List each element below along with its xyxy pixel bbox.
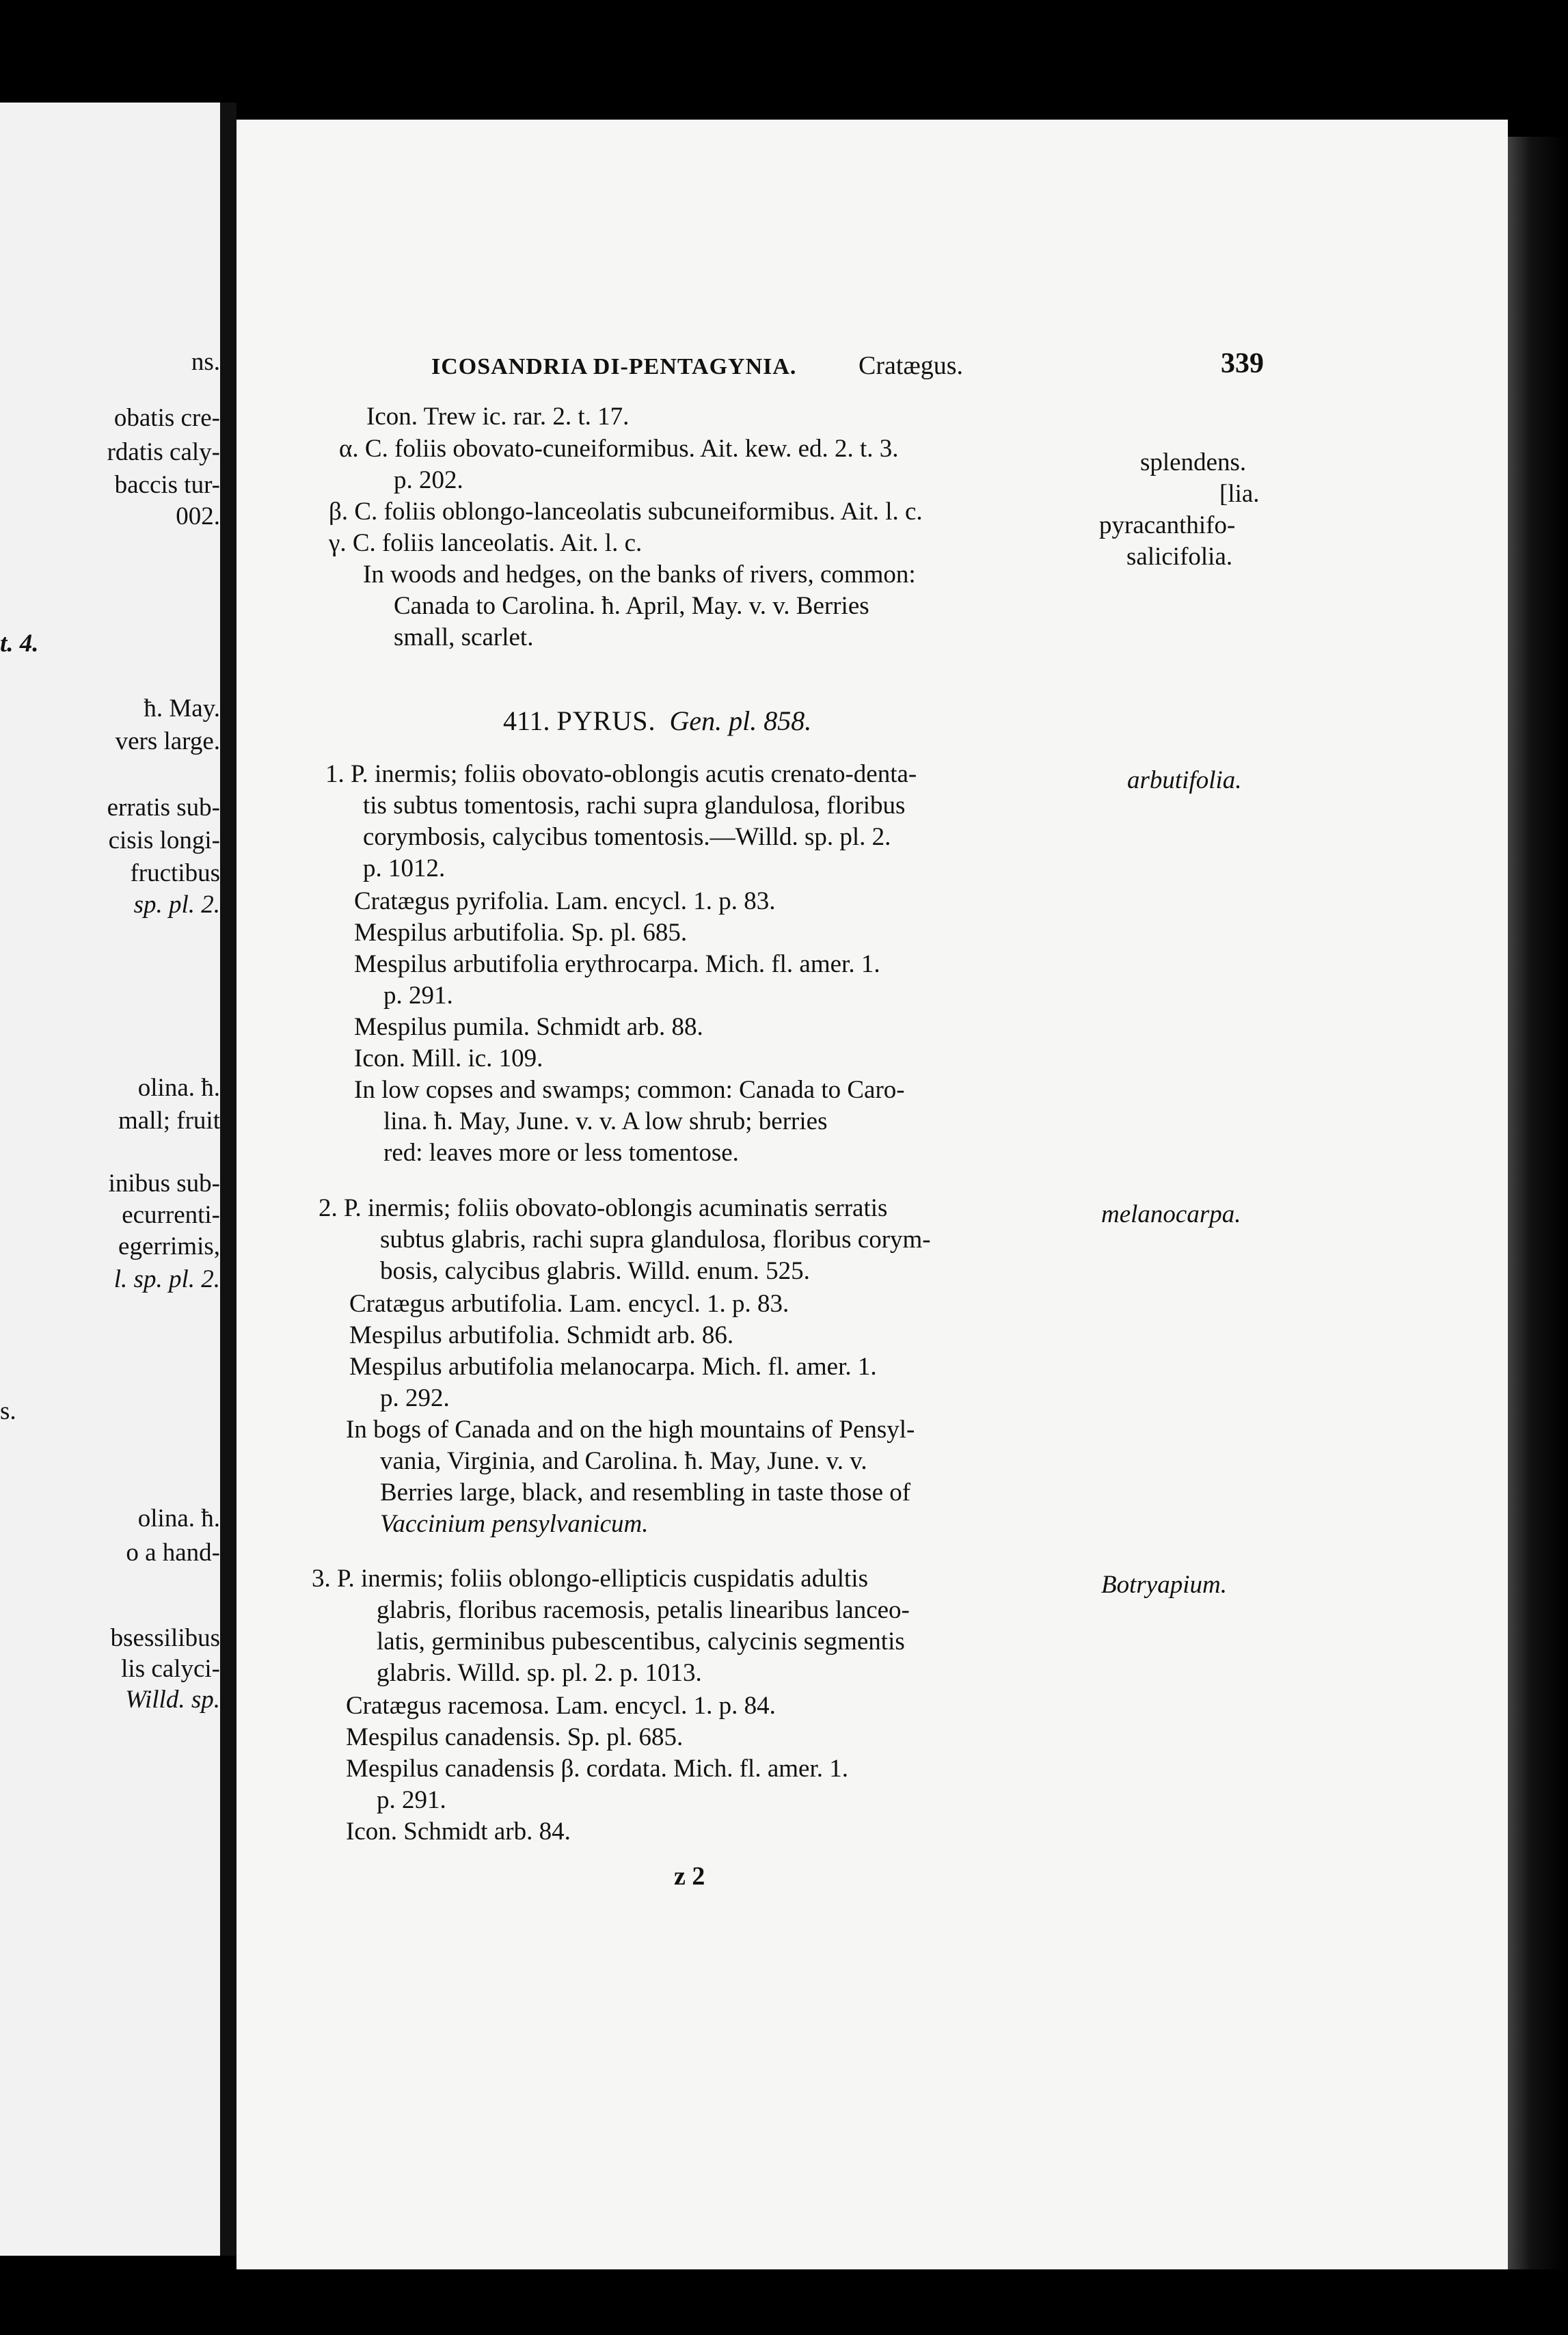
left-line: o a hand- xyxy=(126,1539,220,1567)
left-line: sp. pl. 2. xyxy=(133,891,220,919)
species-line: 2. P. inermis; foliis obovato-oblongis acuminatis serratis xyxy=(319,1194,888,1222)
variety-beta: β. C. foliis oblongo-lanceolatis subcuneiformibus. Ait. l. c. xyxy=(329,498,923,526)
genus-heading xyxy=(503,706,811,736)
margin-species-melanocarpa: melanocarpa. xyxy=(1101,1200,1241,1228)
species-line: subtus glabris, rachi supra glandulosa, floribus corym- xyxy=(380,1226,931,1254)
page-number: 339 xyxy=(1221,348,1264,379)
signature-mark: z 2 xyxy=(674,1862,705,1891)
genus-number: 411. xyxy=(503,705,550,736)
left-facing-page xyxy=(0,103,220,2256)
left-line: t. 4. xyxy=(0,630,39,658)
margin-species-botryapium: Botryapium. xyxy=(1101,1571,1227,1599)
left-line: 002. xyxy=(176,502,220,530)
synonym-line: p. 291. xyxy=(377,1786,446,1814)
left-line: inibus sub- xyxy=(108,1170,220,1198)
left-line: bsessilibus xyxy=(110,1624,220,1652)
icon-reference: Icon. Trew ic. rar. 2. t. 17. xyxy=(366,403,630,431)
variety-alpha-cont: p. 202. xyxy=(394,466,463,494)
left-line: rdatis caly- xyxy=(107,438,220,466)
left-line: ns. xyxy=(191,348,220,376)
left-line: mall; fruit xyxy=(118,1107,220,1135)
habitat-line: red: leaves more or less tomentose. xyxy=(383,1139,739,1167)
margin-pyracanthifolia: pyracanthifo- xyxy=(1099,511,1236,539)
left-line: s. xyxy=(0,1397,16,1425)
habitat-line: lina. ħ. May, June. v. v. A low shrub; berries xyxy=(383,1107,828,1135)
variety-gamma: γ. C. foliis lanceolatis. Ait. l. c. xyxy=(329,529,643,557)
species-line: corymbosis, calycibus tomentosis.—Willd. sp. pl. 2. xyxy=(363,823,891,851)
synonym-line: Mespilus canadensis. Sp. pl. 685. xyxy=(346,1723,684,1751)
habitat-line: Vaccinium pensylvanicum. xyxy=(380,1510,649,1538)
left-line: ecurrenti- xyxy=(122,1201,220,1229)
left-line: olina. ħ. xyxy=(137,1074,220,1102)
species-line: latis, germinibus pubescentibus, calycinis segmentis xyxy=(377,1628,905,1656)
species-line: glabris. Willd. sp. pl. 2. p. 1013. xyxy=(377,1659,702,1687)
synonym-line: Mespilus arbutifolia. Sp. pl. 685. xyxy=(354,919,688,947)
margin-salicifolia: salicifolia. xyxy=(1126,543,1233,571)
synonym-line: Mespilus arbutifolia. Schmidt arb. 86. xyxy=(349,1321,734,1349)
left-line: ħ. May. xyxy=(144,694,220,723)
margin-species-arbutifolia: arbutifolia. xyxy=(1127,766,1242,794)
species-line: tis subtus tomentosis, rachi supra glandulosa, floribus xyxy=(363,792,906,820)
icon-line: Icon. Schmidt arb. 84. xyxy=(346,1818,571,1846)
habitat-line: small, scarlet. xyxy=(394,623,534,651)
habitat-line: vania, Virginia, and Carolina. ħ. May, June. v. v. xyxy=(380,1447,867,1475)
synonym-line: p. 291. xyxy=(383,982,453,1010)
left-line: obatis cre- xyxy=(113,404,220,432)
synonym-line: Mespilus pumila. Schmidt arb. 88. xyxy=(354,1013,703,1041)
synonym-line: Cratægus pyrifolia. Lam. encycl. 1. p. 83. xyxy=(354,887,776,915)
left-line: cisis longi- xyxy=(108,826,220,854)
habitat-line: In low copses and swamps; common: Canada to Caro- xyxy=(354,1076,905,1104)
genus-name: PYRUS. xyxy=(556,705,656,736)
left-line: olina. ħ. xyxy=(137,1504,220,1533)
running-genus: Cratægus. xyxy=(859,351,964,380)
species-line: 1. P. inermis; foliis obovato-oblongis acutis crenato-denta- xyxy=(325,760,917,788)
species-line: bosis, calycibus glabris. Willd. enum. 525. xyxy=(380,1257,810,1285)
left-line: fructibus xyxy=(130,859,220,887)
species-line: p. 1012. xyxy=(363,854,446,882)
left-line: baccis tur- xyxy=(114,471,220,499)
synonym-line: Mespilus arbutifolia melanocarpa. Mich. fl. amer. 1. xyxy=(349,1353,877,1381)
book-gutter xyxy=(220,103,236,2256)
habitat-line: In woods and hedges, on the banks of rivers, common: xyxy=(363,561,916,589)
left-line: egerrimis, xyxy=(118,1232,220,1260)
synonym-line: Cratægus racemosa. Lam. encycl. 1. p. 84. xyxy=(346,1692,776,1720)
species-line: glabris, floribus racemosis, petalis linearibus lanceo- xyxy=(377,1596,910,1624)
left-line: erratis sub- xyxy=(107,794,220,822)
habitat-line: In bogs of Canada and on the high mountains of Pensyl- xyxy=(346,1416,915,1444)
species-line: 3. P. inermis; foliis oblongo-ellipticis cuspidatis adultis xyxy=(312,1565,868,1593)
left-line: Willd. sp. xyxy=(125,1686,220,1714)
synonym-line: Mespilus arbutifolia erythrocarpa. Mich. fl. amer. 1. xyxy=(354,950,880,978)
left-line: lis calyci- xyxy=(121,1655,220,1683)
margin-splendens: splendens. xyxy=(1140,448,1247,476)
left-line: l. sp. pl. 2. xyxy=(113,1265,220,1293)
habitat-line: Canada to Carolina. ħ. April, May. v. v. Berries xyxy=(394,592,869,620)
genus-reference: Gen. pl. 858. xyxy=(669,705,812,736)
synonym-line: p. 292. xyxy=(380,1384,450,1412)
habitat-line: Berries large, black, and resembling in taste those of xyxy=(380,1479,911,1507)
synonym-line: Mespilus canadensis β. cordata. Mich. fl. amer. 1. xyxy=(346,1755,848,1783)
margin-lia: [lia. xyxy=(1219,480,1260,508)
left-line: vers large. xyxy=(115,727,220,755)
variety-alpha: α. C. foliis obovato-cuneiformibus. Ait. kew. ed. 2. t. 3. xyxy=(339,435,899,463)
running-title: ICOSANDRIA DI-PENTAGYNIA. xyxy=(431,354,797,379)
synonym-line: Cratægus arbutifolia. Lam. encycl. 1. p. 83. xyxy=(349,1290,789,1318)
icon-line: Icon. Mill. ic. 109. xyxy=(354,1044,543,1072)
book-page-339 xyxy=(236,120,1508,2269)
